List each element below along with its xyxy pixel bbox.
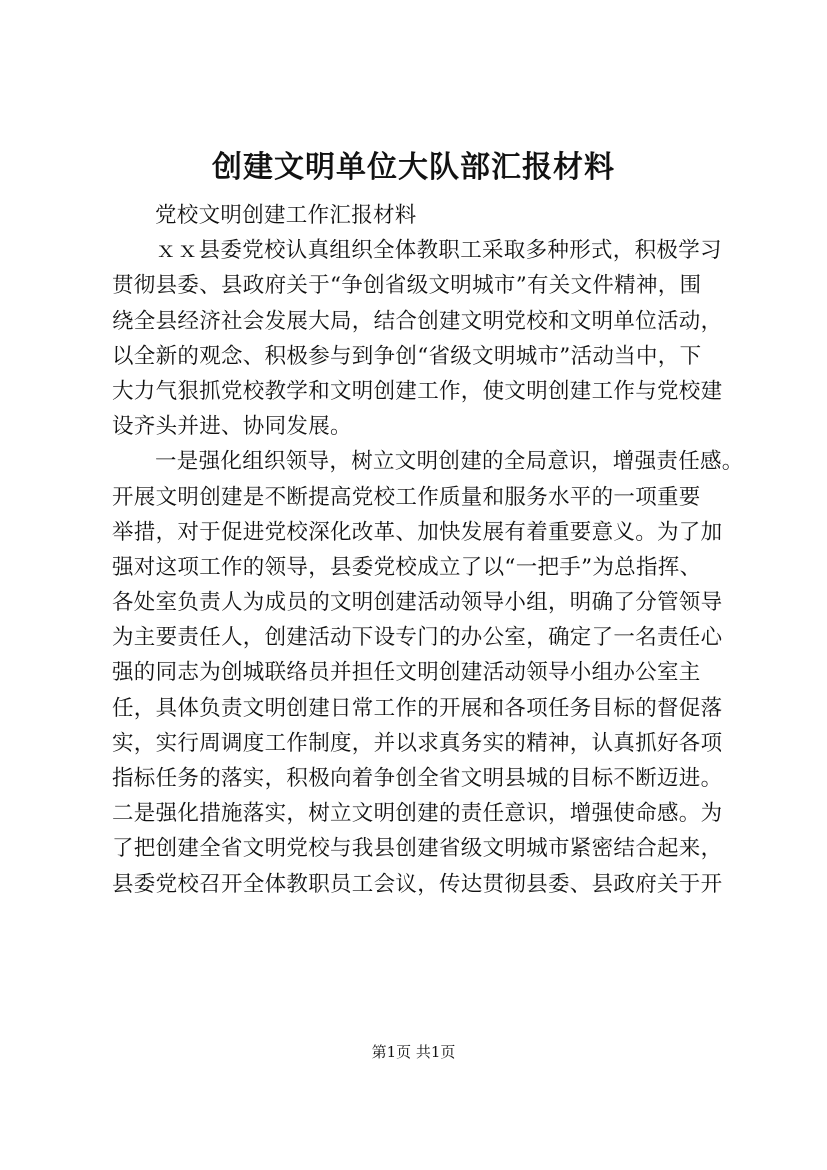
body-line: 设齐头并进、协同发展。 <box>112 414 352 440</box>
body-line: 各处室负责人为成员的文明创建活动领导小组，明确了分管领导 <box>112 590 723 616</box>
body-line: 党校文明创建工作汇报材料 <box>155 203 417 228</box>
page-footer: 第1页 共1页 <box>371 1043 456 1061</box>
body-line: 大力气狠抓党校教学和文明创建工作，使文明创建工作与党校建 <box>112 378 723 404</box>
body-line: 贯彻县委、县政府关于“争创省级文明城市”有关文件精神，围 <box>112 273 702 299</box>
body-line: 为主要责任人，创建活动下设专门的办公室，确定了一名责任心 <box>112 625 723 651</box>
body-line: 任，具体负责文明创建日常工作的开展和各项任务目标的督促落 <box>112 695 723 721</box>
body-line: 强的同志为创城联络员并担任文明创建活动领导小组办公室主 <box>112 660 701 686</box>
body-line: 一是强化组织领导，树立文明创建的全局意识，增强责任感。 <box>155 449 744 475</box>
body-line: ｘｘ县委党校认真组织全体教职工采取多种形式，积极学习 <box>155 238 722 264</box>
body-line: 以全新的观念、积极参与到争创“省级文明城市”活动当中，下 <box>112 343 702 369</box>
body-line: 指标任务的落实，积极向着争创全省文明县城的目标不断迈进。 <box>112 766 723 791</box>
body-line: 开展文明创建是不断提高党校工作质量和服务水平的一项重要 <box>112 484 701 510</box>
document-body <box>112 198 744 902</box>
document-title: 创建文明单位大队部汇报材料 <box>212 150 615 185</box>
body-line: 县委党校召开全体教职员工会议，传达贯彻县委、县政府关于开 <box>112 871 723 897</box>
body-line: 实，实行周调度工作制度，并以求真务实的精神，认真抓好各项 <box>112 730 723 756</box>
body-line: 了把创建全省文明党校与我县创建省级文明城市紧密结合起来， <box>112 836 723 862</box>
body-line: 举措，对于促进党校深化改革、加快发展有着重要意义。为了加 <box>112 519 723 545</box>
body-line: 强对这项工作的领导，县委党校成立了以“一把手”为总指挥、 <box>112 554 702 580</box>
body-line: 绕全县经济社会发展大局，结合创建文明党校和文明单位活动， <box>112 308 723 334</box>
body-line: 二是强化措施落实，树立文明创建的责任意识，增强使命感。为 <box>112 801 723 827</box>
